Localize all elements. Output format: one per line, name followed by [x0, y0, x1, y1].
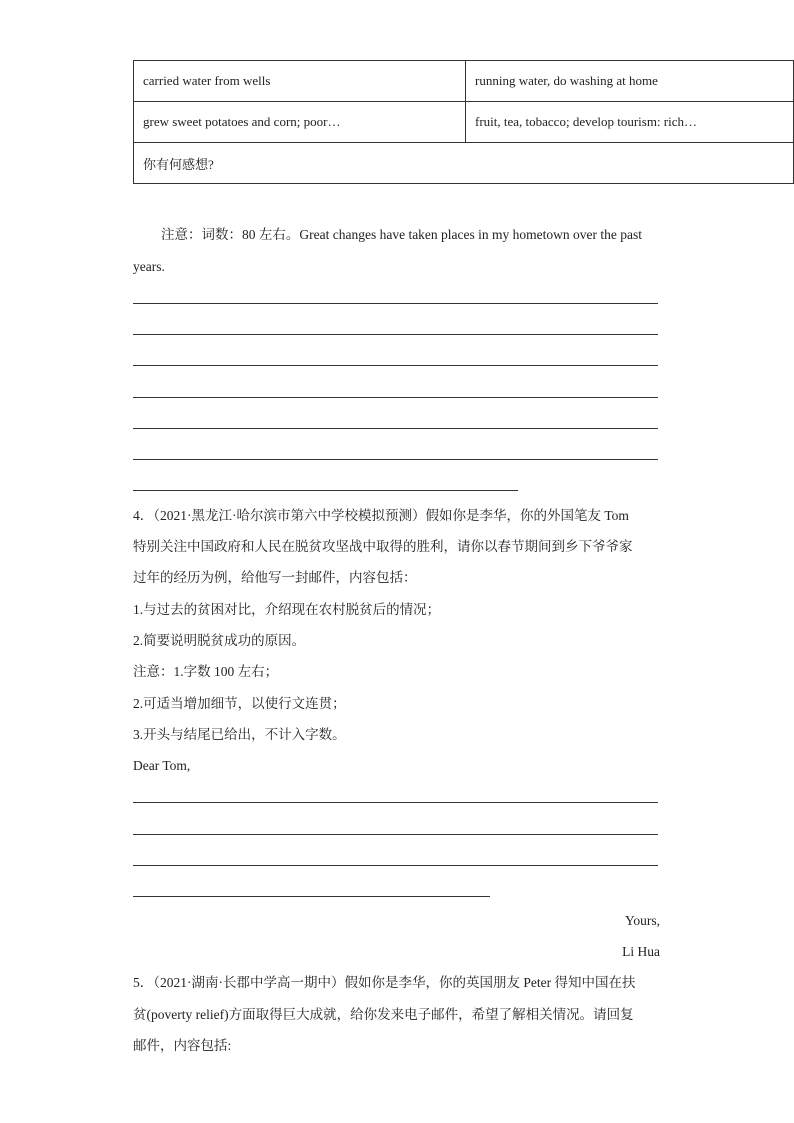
writing-line — [133, 802, 658, 803]
writing-line — [133, 834, 658, 835]
table-row — [134, 61, 794, 102]
writing-line — [133, 365, 658, 366]
q3-note-line1: 注意：词数：80 左右。Great changes have taken places in my hometown over the past — [161, 227, 643, 242]
table-cell: running water, do washing at home — [466, 61, 794, 102]
q4-intro-line2: 特别关注中国政府和人民在脱贫攻坚战中取得的胜利，请你以春节期间到乡下爷爷家 — [133, 539, 633, 554]
writing-line — [133, 865, 658, 866]
q3-note-line2: years. — [133, 259, 165, 274]
comparison-table — [133, 60, 794, 184]
writing-line — [133, 334, 658, 335]
q5-intro-line3: 邮件，内容包括: — [133, 1038, 232, 1053]
q4-item2: 2.简要说明脱贫成功的原因。 — [133, 633, 306, 648]
table-cell: grew sweet potatoes and corn; poor… — [134, 102, 466, 143]
writing-line — [133, 397, 658, 398]
q5-intro-line2: 贫(poverty relief)方面取得巨大成就，给你发来电子邮件，希望了解相关情况。请回复 — [133, 1007, 634, 1022]
q4-salutation: Dear Tom, — [133, 758, 191, 773]
table-cell: 你有何感想? — [134, 143, 794, 184]
table-row — [134, 102, 794, 143]
q4-intro-line1: 4．（2021·黑龙江·哈尔滨市第六中学校模拟预测）假如你是李华，你的外国笔友 Tom — [133, 508, 629, 523]
q4-note1: 注意：1.字数 100 左右； — [133, 664, 279, 679]
table-cell: carried water from wells — [134, 61, 466, 102]
table-cell: fruit, tea, tobacco; develop tourism: rich… — [466, 102, 794, 143]
q4-note3: 3.开头与结尾已给出，不计入字数。 — [133, 727, 346, 742]
q4-note2: 2.可适当增加细节，以使行文连贯； — [133, 696, 346, 711]
q4-closing: Yours, — [624, 913, 660, 928]
q4-intro-line3: 过年的经历为例，给他写一封邮件，内容包括： — [133, 570, 417, 585]
writing-line — [133, 490, 518, 491]
writing-line — [133, 896, 490, 897]
q4-signature: Li Hua — [622, 944, 660, 959]
writing-line — [133, 459, 658, 460]
writing-line — [133, 428, 658, 429]
q4-item1: 1.与过去的贫困对比，介绍现在农村脱贫后的情况； — [133, 602, 441, 617]
table-row — [134, 143, 794, 184]
writing-line — [133, 303, 658, 304]
q5-intro-line1: 5．（2021·湖南·长郡中学高一期中）假如你是李华，你的英国朋友 Peter 得知中国在扶 — [133, 975, 636, 990]
